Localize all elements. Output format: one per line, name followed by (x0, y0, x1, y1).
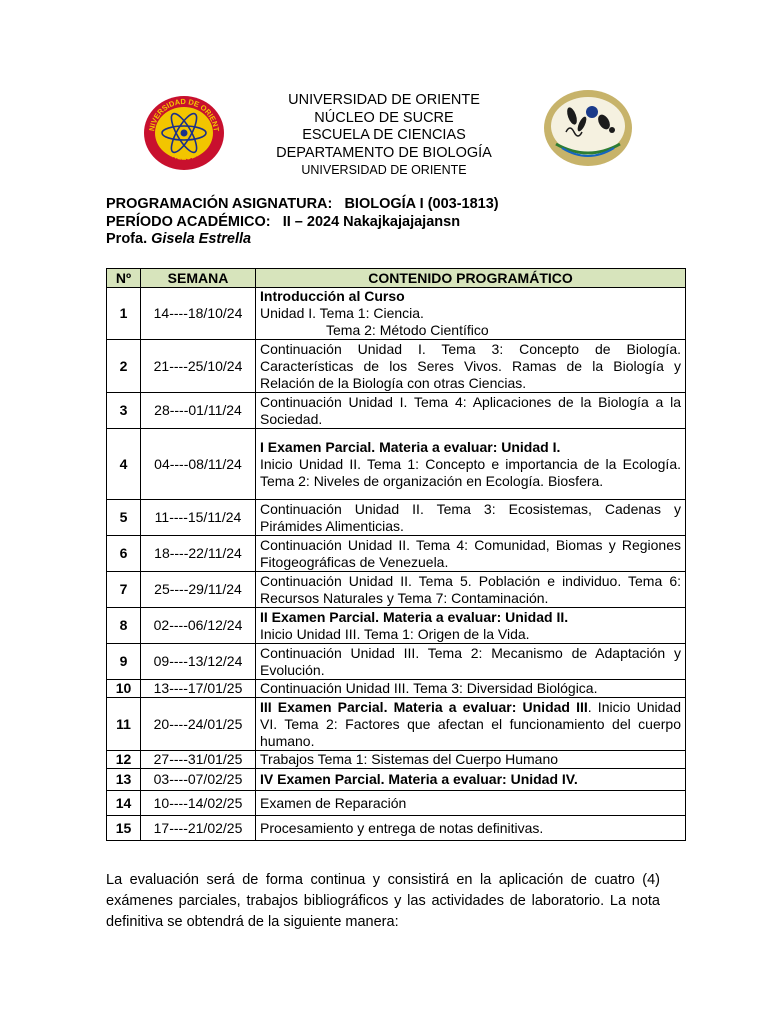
row-week: 11----15/11/24 (141, 500, 256, 536)
row-week: 17----21/02/25 (141, 816, 256, 841)
row-content-bold: II Examen Parcial. Materia a evaluar: Unidad II. (260, 608, 569, 625)
table-row (107, 340, 686, 393)
table-row (107, 500, 686, 536)
row-content: Continuación Unidad I. Tema 3: Concepto de Biología. Características de los Seres Vivos. Ramas de la Biología y Relación de la Biología con otras Ciencias. (256, 340, 686, 393)
table-row (107, 769, 686, 791)
row-number: 4 (107, 429, 141, 500)
row-number: 3 (107, 393, 141, 429)
row-number: 10 (107, 680, 141, 698)
header-week: SEMANA (141, 269, 256, 288)
evaluation-paragraph: La evaluación será de forma continua y consistirá en la aplicación de cuatro (4) exámenes parciales, trabajos bibliográficos y las actividades de laboratorio. La nota definitiva se obtendrá de la siguiente manera: (106, 872, 660, 930)
row-content: Continuación Unidad II. Tema 5. Población e individuo. Tema 6: Recursos Naturales y Tema 7: Contaminación. (256, 572, 686, 608)
row-number: 15 (107, 816, 141, 841)
row-number: 7 (107, 572, 141, 608)
row-content-line: Tema 2: Método Científico (326, 322, 489, 338)
program-table (106, 268, 686, 841)
row-content-bold: III Examen Parcial. Materia a evaluar: Unidad III (260, 698, 588, 715)
professor-name: Gisela Estrella (151, 231, 252, 247)
period-value: II – 2024 Nakajkajajajansn (282, 213, 461, 230)
row-content: Trabajos Tema 1: Sistemas del Cuerpo Humano (256, 751, 686, 769)
header-line-escuela: ESCUELA DE CIENCIAS (302, 127, 466, 143)
period-line (106, 214, 499, 232)
row-week: 21----25/10/24 (141, 340, 256, 393)
header-line-university-small: UNIVERSIDAD DE ORIENTE (301, 163, 467, 177)
row-content: Continuación Unidad III. Tema 2: Mecanismo de Adaptación y Evolución. (256, 644, 686, 680)
university-seal-logo (142, 94, 226, 172)
row-content: Continuación Unidad III. Tema 3: Diversidad Biológica. (256, 680, 686, 698)
row-week: 13----17/01/25 (141, 680, 256, 698)
row-content: Continuación Unidad I. Tema 4: Aplicaciones de la Biología a la Sociedad. (256, 393, 686, 429)
row-number: 8 (107, 608, 141, 644)
course-info (106, 196, 499, 249)
row-content-text: Inicio Unidad II. Tema 1: Concepto e importancia de la Ecología. Tema 2: Niveles de organización en Ecología. Biosfera. (260, 455, 681, 489)
row-number: 1 (107, 288, 141, 340)
seal-text-top: NIVERSIDAD DE ORIENT (147, 96, 221, 133)
row-content-line: Unidad I. Tema 1: Ciencia. (260, 305, 424, 321)
row-number: 5 (107, 500, 141, 536)
globe-icon (586, 106, 598, 118)
row-content: Continuación Unidad II. Tema 3: Ecosistemas, Cadenas y Pirámides Alimenticias. (256, 500, 686, 536)
table-row (107, 536, 686, 572)
row-week: 20----24/01/25 (141, 698, 256, 751)
table-row (107, 680, 686, 698)
row-week: 28----01/11/24 (141, 393, 256, 429)
table-row (107, 816, 686, 841)
row-number: 12 (107, 751, 141, 769)
row-number: 13 (107, 769, 141, 791)
professor-line (106, 231, 499, 249)
table-header-row (107, 269, 686, 288)
program-value: BIOLOGÍA I (003-1813) (344, 196, 499, 212)
row-number: 2 (107, 340, 141, 393)
row-week: 04----08/11/24 (141, 429, 256, 500)
row-week: 03----07/02/25 (141, 769, 256, 791)
row-content: IV Examen Parcial. Materia a evaluar: Unidad IV. (256, 769, 686, 791)
header-line-departamento: DEPARTAMENTO DE BIOLOGÍA (276, 144, 492, 161)
professor-label: Profa. (106, 231, 148, 247)
table-row (107, 644, 686, 680)
row-number: 14 (107, 791, 141, 816)
row-content (256, 288, 686, 340)
row-content-text: Inicio Unidad III. Tema 1: Origen de la Vida. (260, 625, 530, 642)
header-content: CONTENIDO PROGRAMÁTICO (256, 269, 686, 288)
table-row (107, 429, 686, 500)
row-number: 9 (107, 644, 141, 680)
table-row (107, 698, 686, 751)
header-line-university: UNIVERSIDAD DE ORIENTE (288, 92, 480, 108)
row-content-bold: Introducción al Curso (260, 288, 405, 304)
row-week: 02----06/12/24 (141, 608, 256, 644)
row-week: 10----14/02/25 (141, 791, 256, 816)
row-content: Continuación Unidad II. Tema 4: Comunidad, Biomas y Regiones Fitogeográficas de Venezuela. (256, 536, 686, 572)
row-week: 09----13/12/24 (141, 644, 256, 680)
row-content: Examen de Reparación (256, 791, 686, 816)
program-line (106, 196, 499, 214)
table-row (107, 751, 686, 769)
period-label: PERÍODO ACADÉMICO: (106, 213, 271, 230)
row-week: 18----22/11/24 (141, 536, 256, 572)
table-row (107, 608, 686, 644)
table-row (107, 288, 686, 340)
table-row (107, 572, 686, 608)
row-week: 14----18/10/24 (141, 288, 256, 340)
program-label: PROGRAMACIÓN ASIGNATURA: (106, 196, 333, 212)
header-line-nucleo: NÚCLEO DE SUCRE (314, 109, 454, 126)
row-number: 6 (107, 536, 141, 572)
row-content-bold: I Examen Parcial. Materia a evaluar: Unidad I. (260, 438, 561, 455)
institution-header (240, 92, 528, 178)
row-content (256, 608, 686, 644)
table-row (107, 791, 686, 816)
row-content (256, 698, 686, 751)
row-content: Procesamiento y entrega de notas definitivas. (256, 816, 686, 841)
row-content-text: . Inicio Unidad VI. Tema 2: Factores que afectan el funcionamiento del cuerpo humano. (260, 698, 681, 749)
header-number: Nº (107, 269, 141, 288)
row-content (256, 429, 686, 500)
table-row (107, 393, 686, 429)
seal-text-bottom: VENEZUELA (162, 145, 206, 162)
row-number: 11 (107, 698, 141, 751)
row-week: 27----31/01/25 (141, 751, 256, 769)
row-week: 25----29/11/24 (141, 572, 256, 608)
department-emblem-logo (542, 88, 634, 168)
